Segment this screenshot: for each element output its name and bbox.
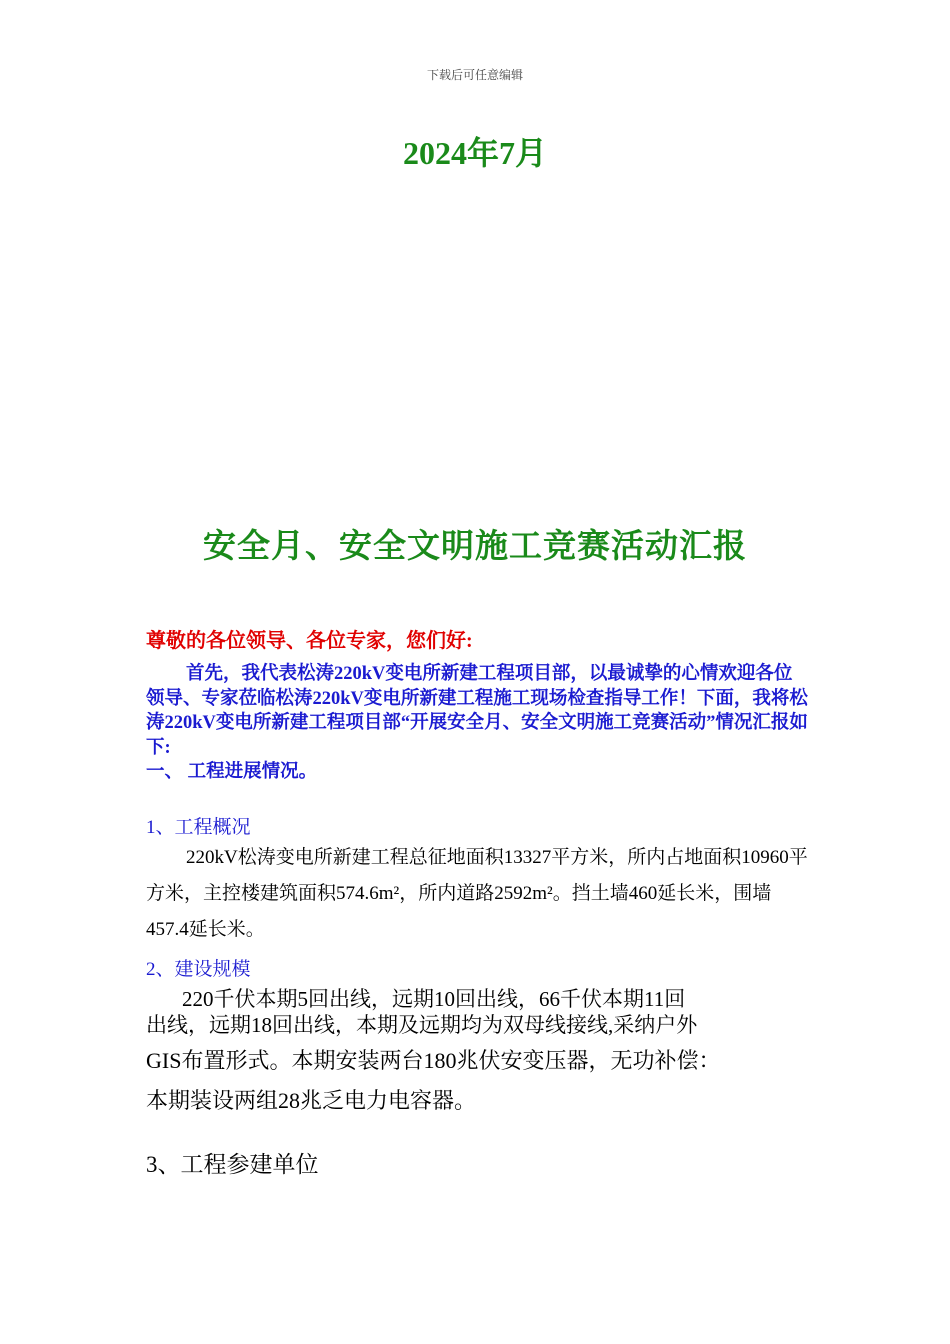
cover-date: 2024年7月 (402, 135, 547, 171)
section-heading-progress: 一、 工程进展情况。 (146, 762, 318, 782)
greeting: 尊敬的各位领导、各位专家，您们好: (146, 630, 473, 652)
header-note: 下载后可任意编辑 (426, 68, 523, 82)
heading-project-overview: 1、工程概况 (146, 817, 251, 838)
heading-participating-units: 3、工程参建单位 (146, 1152, 319, 1177)
heading-construction-scale: 2、建设规模 (146, 959, 251, 980)
construction-scale-text (146, 986, 810, 1114)
scale-line-2: 出线，远期18回出线，本期及远期均为双母线接线,采纳户外 (146, 1013, 698, 1037)
intro-paragraph: 首先，我代表松涛220kV变电所新建工程项目部，以最诚挚的心情欢迎各位领导、专家莅临松涛220kV变电所新建工程施工现场检查指导工作！下面，我将松涛220kV变电所新建工程项目部“开展安全月、安全文明施工竞赛活动”情况汇报如下: (146, 664, 808, 758)
document-title: 安全月、安全文明施工竞赛活动汇报 (203, 529, 747, 565)
scale-line-4: 本期装设两组28兆乏电力电容器。 (146, 1088, 477, 1113)
project-overview-text: 220kV松涛变电所新建工程总征地面积13327平方米，所内占地面积10960平方米，主控楼建筑面积574.6m²，所内道路2592m²。挡土墙460延长米，围墙457.4延长米。 (146, 847, 808, 940)
scale-line-1: 220千伏本期5回出线，远期10回出线，66千伏本期11回 (182, 987, 686, 1011)
intro-block (146, 662, 810, 785)
scale-line-3: GIS布置形式。本期安装两台180兆伏安变压器，无功补偿： (146, 1048, 721, 1073)
